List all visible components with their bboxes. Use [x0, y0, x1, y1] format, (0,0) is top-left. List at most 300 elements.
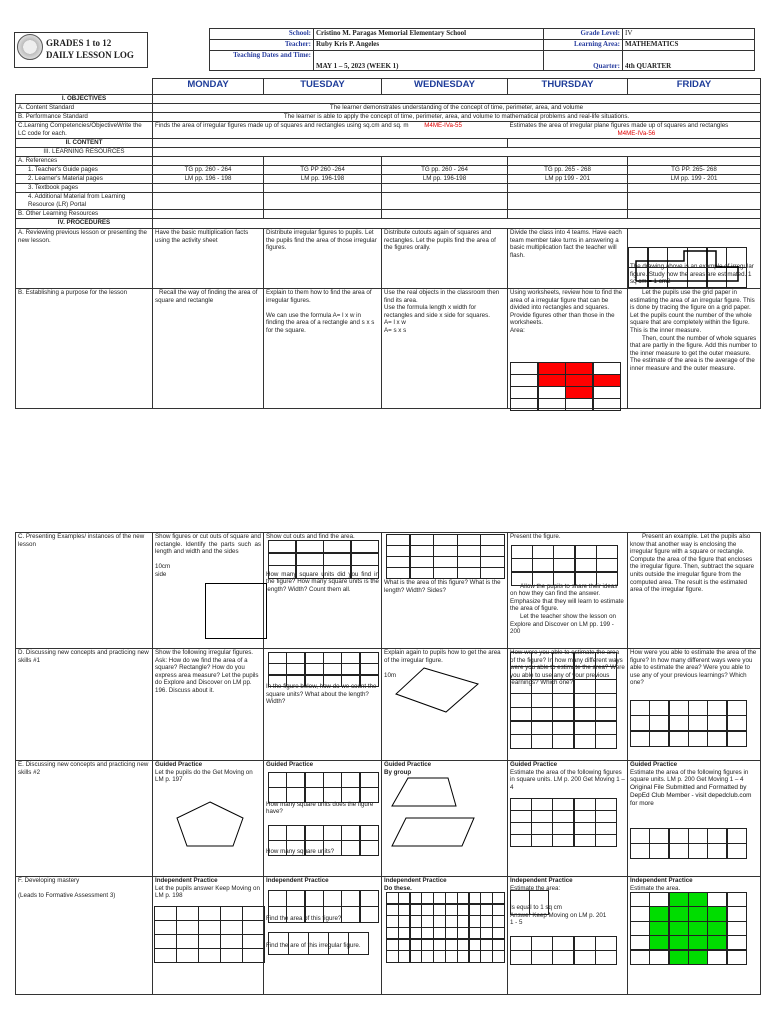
- grade-value: IV: [623, 29, 755, 40]
- objectives-heading: I. OBJECTIVES: [16, 95, 153, 104]
- grid-cell: [433, 950, 446, 962]
- grid-cell: [305, 825, 324, 841]
- grid-cell: [669, 950, 689, 965]
- grid-cell: [595, 707, 617, 722]
- grid-cell: [595, 721, 617, 736]
- grid-cell: [341, 652, 360, 664]
- grid-cell: [531, 693, 553, 708]
- grid-cell: [707, 731, 727, 747]
- grid-cell: [154, 948, 177, 963]
- grid-cell: [531, 666, 553, 681]
- grid-cell: [341, 675, 360, 687]
- procF-thu-indep: Independent Practice: [510, 877, 573, 884]
- grid-cell: [707, 700, 727, 716]
- grid-cell: [649, 906, 669, 921]
- procC-tue-1: Show cut outs and find the area.: [266, 533, 355, 540]
- grid-cell: [457, 939, 470, 951]
- procD-tue: In the figure below, how do we count the square units? What about the length? Width?: [266, 683, 377, 706]
- grid-cell: [445, 892, 458, 904]
- grid-cell: [574, 936, 596, 951]
- grid-cell: [688, 921, 708, 936]
- lc-label: C.Learning Competencies/ObjectiveWrite the LC code for each.: [16, 122, 153, 139]
- grid-cell: [323, 787, 342, 803]
- procC-thu-3: Let the teacher show the lesson on Explore and Discover on LM pp. 199 - 200: [510, 612, 616, 636]
- procF-mon-indep: Independent Practice: [155, 877, 218, 884]
- area-label: Learning Area:: [544, 40, 623, 51]
- grid-cell: [531, 936, 553, 951]
- procF-wed-indep: Independent Practice: [384, 877, 447, 884]
- grid-cell: [510, 890, 530, 915]
- dll-title-line2: DAILY LESSON LOG: [46, 50, 134, 60]
- grid-cell: [296, 553, 324, 566]
- grid-cell: [305, 675, 324, 687]
- grid-cell: [531, 721, 553, 736]
- grid-cell: [531, 798, 553, 811]
- grid-cell: [688, 935, 708, 950]
- grid-cell: [445, 927, 458, 939]
- grid-cell: [286, 772, 305, 788]
- content-std-label: A. Content Standard: [16, 104, 153, 113]
- grid-cell: [510, 652, 532, 667]
- grid-cell: [360, 675, 379, 687]
- grid-cell: [531, 679, 553, 694]
- grid-cell: [410, 567, 434, 579]
- grid-cell: [532, 572, 554, 586]
- perf-std: The learner is able to apply the concept of time, perimeter, area, and volume to mathematical problems and real-life situations.: [153, 113, 761, 122]
- procedures-heading: IV. PROCEDURES: [16, 219, 153, 229]
- grid-cell: [552, 666, 574, 681]
- grid-cell: [323, 663, 342, 675]
- school-label: School:: [210, 29, 314, 40]
- procC-thu-1: Present the figure.: [510, 533, 561, 540]
- grid-cell: [323, 840, 342, 856]
- day-monday: MONDAY: [153, 79, 264, 95]
- grid-cell: [574, 693, 596, 708]
- grid-cell: [553, 572, 575, 586]
- lc-2-code: M4ME-IVa-56: [617, 129, 656, 137]
- grid-cell: [553, 545, 575, 559]
- procE-tue-guided: Guided Practice: [266, 761, 314, 768]
- procB-tue-cell: [264, 289, 382, 409]
- grid-cell: [649, 921, 669, 936]
- grid-cell: [688, 843, 708, 859]
- procC-tue-2: How many square units did you find in the figure? How many square units is the length? Width? Count them all.: [266, 570, 379, 593]
- lc-1: Finds the area of irregular figures made up of squares and rectangles using sq.cm and sq. m: [155, 122, 409, 129]
- grid-cell: [268, 932, 289, 955]
- grid-cell: [323, 906, 342, 923]
- procE-wed-guided: Guided Practice: [384, 761, 432, 768]
- grid-cell: [630, 950, 650, 965]
- grid-cell: [341, 890, 360, 907]
- grid-cell: [510, 374, 538, 387]
- grid-cell: [595, 666, 617, 681]
- grid-cell: [531, 707, 553, 722]
- grid-cell: [341, 825, 360, 841]
- grid-cell: [669, 935, 689, 950]
- grid-cell: [268, 840, 287, 856]
- grid-cell: [386, 927, 399, 939]
- grid-cell: [669, 843, 689, 859]
- grid-cell: [511, 558, 533, 572]
- procA-tue: Distribute irregular figures to pupils. Let the pupils find the area of those irregular figures.: [264, 229, 382, 289]
- grid-cell: [176, 906, 199, 921]
- grid-cell: [398, 915, 411, 927]
- day-thursday: THURSDAY: [508, 79, 628, 95]
- grid-cell: [286, 675, 305, 687]
- grid-cell: [492, 950, 505, 962]
- grid-cell: [457, 904, 470, 916]
- grid-cell: [323, 565, 351, 578]
- lm-wed: LM pp. 196-198: [382, 175, 508, 184]
- grid-cell: [154, 920, 177, 935]
- procB-tue-1: Explain to them how to find the area of irregular figures.: [266, 289, 372, 304]
- grid-cell: [268, 890, 287, 907]
- grid-cell: [596, 558, 618, 572]
- grid-cell: [398, 950, 411, 962]
- grid-cell: [386, 567, 410, 579]
- procE-mon: Let the pupils do the Get Moving on LM p. 197: [155, 768, 253, 784]
- grid-cell: [595, 734, 617, 749]
- grid-cell: [630, 828, 650, 844]
- grid-cell: [433, 567, 457, 579]
- grid-cell: [649, 935, 669, 950]
- procD-wed: Explain again to pupils how to get the area of the irregular figure.: [384, 649, 501, 664]
- grid-cell: [198, 906, 221, 921]
- resources-heading: III. LEARNING RESOURCES: [16, 148, 153, 157]
- grid-cell: [286, 890, 305, 907]
- grid-cell: [630, 906, 650, 921]
- procB-thu-area: Area:: [510, 326, 525, 334]
- grid-cell: [323, 675, 342, 687]
- grid-cell: [630, 921, 650, 936]
- tg-label: 1. Teacher's Guide pages: [16, 166, 153, 175]
- grid-cell: [511, 545, 533, 559]
- grid-cell: [727, 921, 747, 936]
- grid-thu-d: [510, 652, 616, 748]
- procB-fri-2: Then, count the number of whole squares that are partly in the figure. Add this number to the inner measure to get the outer measure. The estimate of the area is the average of the inner measure and the outer measure.: [630, 334, 757, 372]
- grid-cell: [531, 652, 553, 667]
- grid-cell: [727, 935, 747, 950]
- grid-cell: [457, 927, 470, 939]
- grid-cell: [707, 935, 727, 950]
- grid-cell: [727, 715, 747, 731]
- grid-cell: [176, 948, 199, 963]
- grid-cell: [553, 558, 575, 572]
- grid-cell: [492, 892, 505, 904]
- procF-tue-indep: Independent Practice: [266, 877, 329, 884]
- lm-mon: LM pp. 196 - 198: [153, 175, 264, 184]
- procA-mon: Have the basic multiplication facts using the activity sheet: [153, 229, 264, 289]
- grid-cell: [552, 693, 574, 708]
- trapezoid-wed-e: [390, 776, 490, 848]
- grid-cell: [176, 934, 199, 949]
- grid-cell: [593, 398, 621, 411]
- grid-cell: [154, 934, 177, 949]
- grid-cell: [268, 906, 287, 923]
- grid-cell: [707, 843, 727, 859]
- grid-cell: [707, 950, 727, 965]
- grid-cell: [286, 787, 305, 803]
- grid-cell: [552, 734, 574, 749]
- grid-cell: [593, 362, 621, 375]
- grid-cell: [220, 906, 243, 921]
- procC-fri-cell: [628, 533, 761, 649]
- grid-cell: [360, 840, 379, 856]
- grid-cell: [410, 927, 423, 939]
- procC-mon-side: side: [155, 570, 167, 578]
- grid-cell: [286, 825, 305, 841]
- grid-cell: [323, 772, 342, 788]
- grid-cell: [323, 553, 351, 566]
- grid-cell: [421, 950, 434, 962]
- grid-cell: [457, 915, 470, 927]
- grid-cell: [552, 950, 574, 965]
- grid-tue-d: [268, 652, 378, 686]
- grid-tue-f1: [268, 890, 378, 922]
- grid-cell: [341, 787, 360, 803]
- grid-cell: [727, 892, 747, 907]
- day-friday: FRIDAY: [628, 79, 761, 95]
- grid-cell: [341, 663, 360, 675]
- grid-cell: [386, 915, 399, 927]
- procD-mon: Show the following irregular figures. Ask: How do we find the area of a square? Rectangle? How do you express area measure? Let the pupils do Explore and Discover on LM pp. 196. Discuss about it.: [153, 649, 264, 761]
- grid-cell: [469, 927, 482, 939]
- grid-cell: [595, 679, 617, 694]
- grid-cell: [386, 904, 399, 916]
- lm-thu: LM pp 199 - 201: [508, 175, 628, 184]
- procF-tue-1: Find the area of this figure?: [266, 914, 342, 922]
- grid-cell: [575, 558, 597, 572]
- procB-wed-cell: [382, 289, 508, 409]
- grid-cell: [296, 565, 324, 578]
- grid-cell: [707, 921, 727, 936]
- grid-cell: [386, 892, 399, 904]
- grid-cell: [529, 890, 549, 915]
- grid-cell: [649, 731, 669, 747]
- procC-label: C. Presenting Examples/ instances of the new lesson: [16, 533, 153, 649]
- grid-cell: [341, 772, 360, 788]
- grid-cell: [198, 948, 221, 963]
- grid-cell: [421, 915, 434, 927]
- grid-cell: [360, 772, 379, 788]
- lr-label: 4. Additional Material from Learning Resource (LR) Portal: [16, 193, 153, 210]
- square-figure-mon-c: [205, 583, 267, 639]
- grid-cell: [296, 540, 324, 553]
- procE-mon-guided: Guided Practice: [155, 761, 203, 768]
- procF-mon: Let the pupils answer Keep Moving on LM p. 198: [155, 884, 260, 900]
- grid-cell: [669, 828, 689, 844]
- grid-cell: [552, 679, 574, 694]
- grid-cell: [268, 787, 287, 803]
- grid-cell: [421, 904, 434, 916]
- grid-cell: [510, 834, 532, 847]
- grid-cell: [268, 652, 287, 664]
- grid-cell: [433, 892, 446, 904]
- procA-fri: The drawing above is an example of irregular figure. Study how the areas are estimated. 1 sq cm = 1 cm2: [630, 263, 754, 286]
- procD-label: D. Discussing new concepts and practicing new skills #1: [16, 649, 153, 761]
- grid-cell: [348, 932, 369, 955]
- grid-cell: [688, 700, 708, 716]
- grid-cell: [574, 721, 596, 736]
- procD-fri: How were you able to estimate the area of the figure? In how many different ways were you able to estimate the area? Were you able to use any of your previous learnings? Which one?: [628, 649, 761, 761]
- grid-cell: [510, 810, 532, 823]
- grid-cell: [154, 906, 177, 921]
- grid-cell: [242, 948, 265, 963]
- content-std: The learner demonstrates understanding of the concept of time, perimeter, area, and volume: [153, 104, 761, 113]
- grid-cell: [457, 950, 470, 962]
- grid-cell: [688, 715, 708, 731]
- procE-fri: Estimate the area of the following figures in square units. LM p. 200 Get Moving 1 – 4: [630, 768, 749, 784]
- grid-cell: [457, 567, 481, 579]
- procB-tue-2: We can use the formula A= l x w in finding the area of a rectangle and s x s for the square.: [266, 311, 375, 334]
- grid-cell: [565, 362, 593, 375]
- grid-cell: [552, 834, 574, 847]
- procE-fri-guided: Guided Practice: [630, 761, 678, 768]
- grid-cell: [510, 386, 538, 399]
- grid-cell: [595, 822, 617, 835]
- procC-mon-dim: 10cm: [155, 563, 171, 571]
- header-table: [209, 28, 755, 71]
- procF-thu-4: 1 - 5: [510, 919, 523, 927]
- grid-wed-f: [386, 892, 504, 962]
- grid-thu-f: [510, 890, 548, 914]
- grid-cell: [688, 892, 708, 907]
- grid-cell: [552, 652, 574, 667]
- grid-cell: [574, 798, 596, 811]
- grid-cell: [492, 915, 505, 927]
- grid-cell: [531, 950, 553, 965]
- grid-cell: [574, 707, 596, 722]
- lc-2: Estimates the area of irregular plane figures made up of squares and rectangles: [509, 122, 729, 129]
- grid-cell: [480, 892, 493, 904]
- procE-thu: Estimate the area of the following figures in square units. LM p. 200 Get Moving 1 – 4: [510, 768, 625, 791]
- grid-cell: [649, 715, 669, 731]
- grid-cell: [552, 721, 574, 736]
- procF-tue-2: Find the are of this irregular figure.: [266, 942, 361, 950]
- grid-cell: [220, 920, 243, 935]
- procB-wed-1: Use the real objects in the classroom then find its area.: [384, 289, 500, 304]
- grid-cell: [510, 721, 532, 736]
- pentagon-mon-e: [175, 800, 245, 848]
- grid-cell: [308, 932, 329, 955]
- tb-label: 3. Textbook pages: [16, 184, 153, 193]
- grid-cell: [630, 843, 650, 859]
- grid-tue-e1: [268, 772, 378, 802]
- grid-cell: [630, 935, 650, 950]
- grid-cell: [398, 904, 411, 916]
- grid-cell: [552, 798, 574, 811]
- procB-thu: Using worksheets, review how to find the area of a irregular figure that can be divided into rectangles and squares. Provide figures other than those in the worksheets.: [510, 289, 623, 327]
- grid-cell: [596, 572, 618, 586]
- lm-fri: LM pp. 199 - 201: [628, 175, 761, 184]
- grid-cell: [421, 939, 434, 951]
- grid-green-fri-f: [630, 892, 746, 964]
- procC-mon: Show figures or cut outs of square and rectangle. Identify the parts such as length and width and the sides: [155, 533, 261, 556]
- grid-cell: [433, 904, 446, 916]
- grid-cell: [649, 828, 669, 844]
- grid-cell: [268, 553, 296, 566]
- grid-thu-e: [510, 798, 616, 846]
- grid-cell: [552, 707, 574, 722]
- tg-thu: TG pp. 265 - 268: [508, 166, 628, 175]
- grid-cell: [286, 840, 305, 856]
- grid-cell: [510, 707, 532, 722]
- grid-cell: [433, 939, 446, 951]
- grid-cell: [669, 892, 689, 907]
- procA-thu: Divide the class into 4 teams. Have each team member take turns in answering a basic multiplication fact the teacher will flash.: [508, 229, 628, 289]
- grid-fri-d: [630, 700, 746, 746]
- grid-cell: [268, 663, 287, 675]
- grid-cell: [480, 915, 493, 927]
- grid-cell: [286, 906, 305, 923]
- grid-cell: [574, 810, 596, 823]
- grid-cell: [242, 906, 265, 921]
- procF-thu-1: Estimate the area:: [510, 884, 561, 892]
- grid-cell: [386, 939, 399, 951]
- procC-thu-2: Allow the pupils to share their ideas on how they can find the answer. Emphasize that they will learn to estimate the area of figure.: [510, 582, 624, 613]
- area-value: MATHEMATICS: [623, 40, 755, 51]
- grid-cell: [421, 892, 434, 904]
- grid-cell: [565, 386, 593, 399]
- grid-cell: [630, 731, 650, 747]
- procE-tue-2: How many square units?: [266, 847, 335, 855]
- grid-cell: [630, 715, 650, 731]
- grid-cell: [510, 398, 538, 411]
- grid-cell: [538, 374, 566, 387]
- grid-cell: [286, 652, 305, 664]
- dates-value: MAY 1 – 5, 2023 (WEEK 1): [314, 51, 544, 71]
- grid-cell: [305, 840, 324, 856]
- grid-cell: [445, 950, 458, 962]
- grid-cell: [630, 700, 650, 716]
- grid-cell: [492, 939, 505, 951]
- procC-fri: Present an example. Let the pupils also know that another way is enclosing the irregular figure with a square or rectangle. Compute the area of the figure that encloses the irregular figure. Then, subtract the square units outside the irregular figure from the computed area. The result is the estimated area of the irregular figure.: [630, 533, 755, 594]
- procB-fri-1: Let the pupils use the grid paper in estimating the area of an irregular figure. This is done by tracing the figure on a grid paper. Let the pupils count the number of the whole square that are completely within the figure. This is the inner measure.: [630, 289, 755, 334]
- grid-cell: [538, 362, 566, 375]
- grid-cell: [649, 950, 669, 965]
- grid-cell: [360, 652, 379, 664]
- grid-cell: [398, 892, 411, 904]
- grid-cell: [727, 700, 747, 716]
- irregular-outline-fri-a: [628, 247, 746, 287]
- grid-cell: [707, 906, 727, 921]
- grid-cell: [510, 734, 532, 749]
- grid-cell: [574, 950, 596, 965]
- grid-cell: [574, 666, 596, 681]
- grid-cell: [510, 679, 532, 694]
- grid-cell: [398, 927, 411, 939]
- grid-cell: [538, 386, 566, 399]
- procE-thu-guided: Guided Practice: [510, 761, 558, 768]
- grid-cell: [433, 915, 446, 927]
- grid-cell: [288, 932, 309, 955]
- grid-cell: [727, 906, 747, 921]
- procF-fri-indep: Independent Practice: [630, 877, 693, 884]
- grid-cell: [410, 904, 423, 916]
- grid-cell: [198, 920, 221, 935]
- grid-cell: [323, 652, 342, 664]
- grid-cell: [480, 927, 493, 939]
- grid-cell: [268, 540, 296, 553]
- school-value: Cristino M. Paragas Memorial Elementary School: [314, 29, 544, 40]
- grid-cell: [445, 939, 458, 951]
- procB-wed-4: A= s x s: [384, 326, 407, 334]
- grid-cell: [341, 840, 360, 856]
- procF-sub: (Leads to Formative Assessment 3): [18, 892, 116, 900]
- procF-label: F. Developing mastery: [18, 877, 80, 884]
- procE-wed: By group: [384, 768, 412, 776]
- grid-cell: [532, 558, 554, 572]
